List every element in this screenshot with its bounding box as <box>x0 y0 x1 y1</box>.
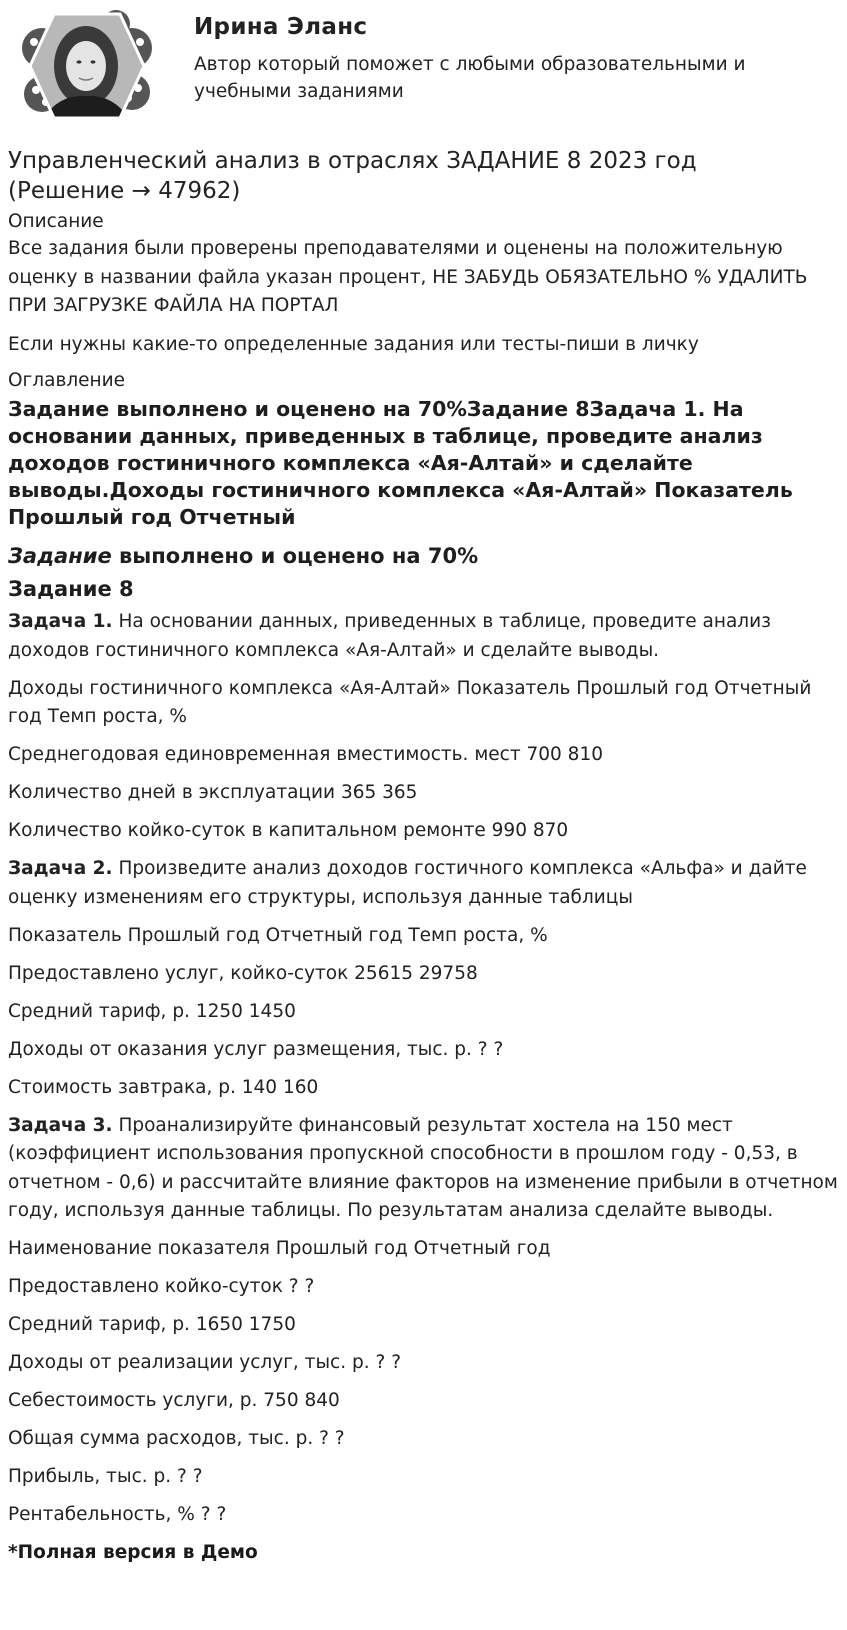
task3-line: Прибыль, тыс. р. ? ? <box>8 1466 203 1487</box>
heading-task-number: Задание 8 <box>8 577 134 601</box>
task1-line: Количество дней в эксплуатации 365 365 <box>8 782 418 803</box>
task1-text: На основании данных, приведенных в таблице, проведите анализ доходов гостиничного комплекса «Ая-Алтай» и сделайте выводы. <box>8 611 771 661</box>
task1-line: Количество койко-суток в капитальном ремонте 990 870 <box>8 820 569 841</box>
task1-line: Среднегодовая единовременная вместимость. мест 700 810 <box>8 744 603 765</box>
contact-text: Если нужны какие-то определенные задания или тесты-пиши в личку <box>8 333 699 355</box>
task3-line: Предоставлено койко-суток ? ? <box>8 1276 315 1297</box>
task2-line: Средний тариф, р. 1250 1450 <box>8 1000 296 1022</box>
description-text: Все задания были проверены преподавателями и оценены на положительную оценку в названии файла указан процент, НЕ ЗАБУДЬ ОБЯЗАТЕЛЬНО % УДАЛИТЬ ПРИ ЗАГРУЗКЕ ФАЙЛА НА ПОРТАЛ <box>8 238 808 316</box>
author-description: Автор который поможет с любыми образовательными и учебными заданиями <box>194 54 746 102</box>
task3-line: Общая сумма расходов, тыс. р. ? ? <box>8 1428 345 1449</box>
heading-completed <box>8 541 839 571</box>
task1-lines <box>8 675 839 846</box>
task2-line: Предоставлено услуг, койко-суток 25615 29758 <box>8 962 478 984</box>
task3-line: Наименование показателя Прошлый год Отчетный год <box>8 1238 551 1259</box>
task3-line: Средний тариф, р. 1650 1750 <box>8 1314 296 1335</box>
task2-lines <box>8 922 839 1103</box>
task2-text: Произведите анализ доходов гостичного комплекса «Альфа» и дайте оценку изменениям его структуры, используя данные таблицы <box>8 858 807 908</box>
task2-line: Стоимость завтрака, р. 140 160 <box>8 1076 319 1098</box>
description-label: Описание <box>8 211 104 232</box>
task2-paragraph <box>8 855 839 912</box>
author-name[interactable]: Ирина Эланс <box>194 14 368 40</box>
heading-completed-rest: выполнено и оценено на 70% <box>111 544 479 568</box>
toc-text: Задание выполнено и оценено на 70%Задание 8Задача 1. На основании данных, приведенных в таблице, проведите анализ доходов гостиничного комплекса «Ая-Алтай» и сделайте выводы.Доходы гостиничного комплекса «Ая-Алтай» Показатель Прошлый год Отчетный <box>8 397 793 529</box>
task3-line: Рентабельность, % ? ? <box>8 1504 227 1525</box>
task1-paragraph <box>8 608 839 665</box>
task2-line: Доходы от оказания услуг размещения, тыс. р. ? ? <box>8 1038 504 1060</box>
task3-line: Себестоимость услуги, р. 750 840 <box>8 1390 340 1411</box>
author-header <box>8 0 839 130</box>
task2-label: Задача 2. <box>8 858 113 879</box>
task2-line: Показатель Прошлый год Отчетный год Темп роста, % <box>8 924 548 946</box>
toc-label: Оглавление <box>8 370 126 391</box>
page-title: Управленческий анализ в отраслях ЗАДАНИЕ 8 2023 год (Решение → 47962) <box>8 148 697 204</box>
task1-line: Доходы гостиничного комплекса «Ая-Алтай» Показатель Прошлый год Отчетный год Темп роста, % <box>8 677 812 727</box>
task3-line: Доходы от реализации услуг, тыс. р. ? ? <box>8 1352 402 1373</box>
task3-text: Проанализируйте финансовый результат хостела на 150 мест (коэффициент использования пропускной способности в прошлом году - 0,53, в отчетном - 0,6) и рассчитайте влияние факторов на изменение прибыли в отчетном году, используя данные таблицы. По результатам анализа сделайте выводы. <box>8 1114 838 1221</box>
task3-label: Задача 3. <box>8 1114 113 1136</box>
task3-paragraph <box>8 1112 839 1226</box>
heading-completed-italic: Задание <box>8 544 112 568</box>
task1-label: Задача 1. <box>8 611 113 632</box>
author-avatar[interactable] <box>16 8 158 124</box>
demo-note: *Полная версия в Демо <box>8 1541 258 1563</box>
task3-lines <box>8 1235 839 1530</box>
